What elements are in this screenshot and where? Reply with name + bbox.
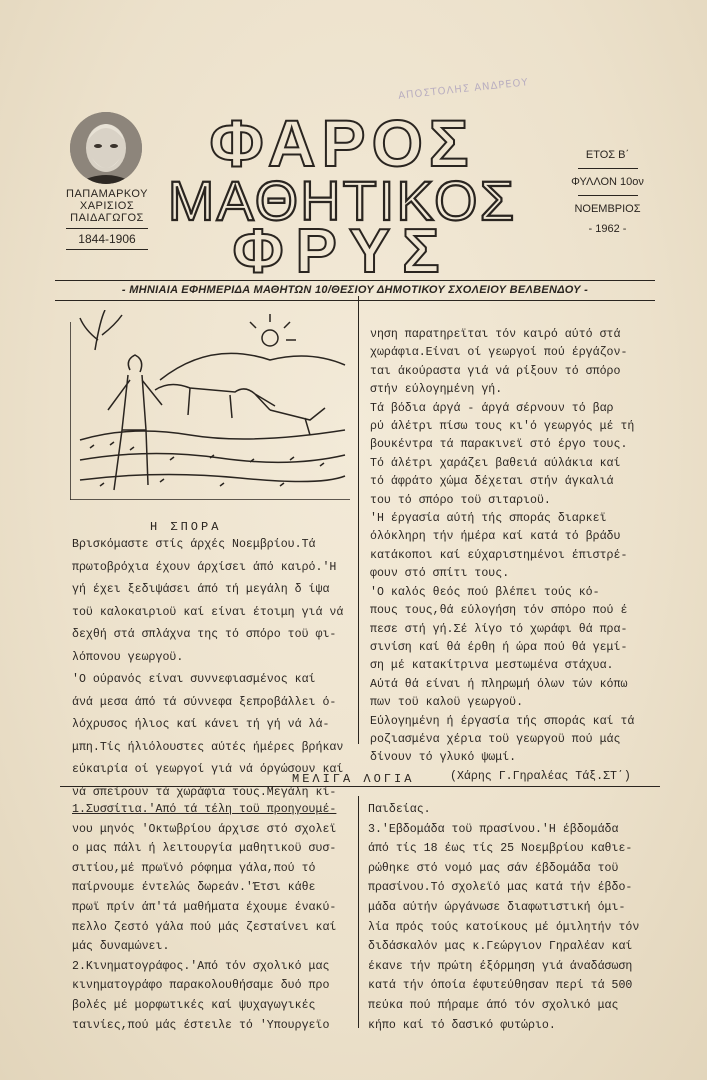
- text-line: 'Ο ούρανός είναι συννεφιασμένος καί: [72, 673, 316, 686]
- text-line: μάδα αύτήν ώργάνωσε διαφωτιστική όμι-: [368, 900, 626, 914]
- text-line: κήπο καί τό δασικό φυτώριο.: [368, 1018, 556, 1032]
- text-line: 'Η έργασία αύτή τής σποράς διαρκεϊ: [370, 512, 607, 526]
- edition-year: ΕΤΟΣ Β΄: [585, 149, 630, 161]
- edition-issue: ΦΥΛΛΟΝ 10ον: [571, 176, 644, 188]
- owner-stamp: ΑΠΟΣΤΟΛΗΣ ΑΝΔΡΕΟΥ: [397, 77, 530, 102]
- sowing-illustration: [70, 310, 350, 500]
- founder-title: ΠΑΙΔΑΓΩΓΟΣ: [70, 212, 144, 224]
- text-line: Βρισκόμαστε στίς άρχές Νοεμβρίου.Τά: [72, 538, 316, 551]
- text-line: όλόκληρη τήν ήμέρα καί κατά τό βράδυ: [370, 530, 621, 544]
- text-line: διδάσκαλόν μας κ.Γεώργιον Γηραλέαν καί: [368, 940, 633, 954]
- text-line: ται άκούραστα γιά νά ρίξουν τό σπόρο: [370, 364, 621, 378]
- text-line: στήν εύλογημένη γή.: [370, 383, 503, 397]
- text-line: ο μας πάλι ή λειτουργία μαθητικοϋ συσ-: [72, 842, 337, 856]
- text-line: 'Ο καλός θεός πού βλέπει τούς κό-: [370, 585, 600, 599]
- founder-name-1: ΠΑΠΑΜΑΡΚΟΥ: [66, 188, 148, 200]
- founder-caption: [62, 188, 152, 250]
- text-line: ση μέ κατακίτρινα μεστωμένα στάχυα.: [370, 659, 614, 673]
- edition-month: ΝΟΕΜΒΡΙΟΣ: [574, 203, 641, 215]
- text-line: εύκαιρία οί γεωργοί γιά νά όργώσουν καί: [72, 763, 344, 776]
- text-line: 1.Συσσίτια.'Από τά τέλη τοϋ προηγουμέ-: [72, 803, 337, 816]
- article-title-sowing: Η ΣΠΟΡΑ: [150, 520, 222, 534]
- text-line: ρύ άλέτρι πίσω τους κι'ό γεωργός μέ τή: [370, 420, 635, 434]
- text-line: παίρνουμε έντελώς δωρεάν.'Έτσι κάθε: [72, 881, 316, 895]
- text-line: γή έχει ξεδιψάσει άπό τή μεγάλη δ ίψα: [72, 583, 330, 596]
- text-line: 3.'Εβδομάδα τοϋ πρασίνου.'Η έβδομάδα: [368, 822, 619, 836]
- text-line: μπη.Τίς ήλιόλουστες αύτές ήμέρες βρήκαν: [72, 740, 344, 754]
- text-line: πων τοϋ καλοϋ γεωργοϋ.: [370, 696, 524, 710]
- text-line: σιτίου,μέ πρωϊνό ρόφημα γάλα,πού τό: [72, 861, 316, 875]
- text-line: πελλο ζεστό γάλα πού μάς ζεσταίνει καί: [72, 920, 337, 934]
- founder-name-2: ΧΑΡΙΣΙΟΣ: [79, 200, 135, 212]
- text-line: πεσε στή γή.Σέ λίγο τό χωράφι θά πρα-: [370, 622, 628, 636]
- text-line: πρασίνου.Τό σχολεϊό μας κατά τήν έβδο-: [368, 881, 633, 895]
- masthead-bottom: ΦΡΥΣ: [232, 217, 452, 278]
- text-line: τοϋ καλοκαιριοϋ καί είναι έτοιμη γιά νά: [72, 605, 344, 619]
- text-line: κινηματογράφο παρακολουθήσαμε δυό προ: [72, 979, 330, 993]
- edition-info: [560, 148, 655, 242]
- text-line: λόπονου γεωργοϋ.: [72, 650, 184, 664]
- text-line: πρωϊ πρίν άπ'τά μαθήματα έχουμε ένακύ-: [72, 900, 337, 914]
- text-line: ροζιασμένα χέρια τοϋ γεωργοϋ πού μάς: [370, 732, 621, 746]
- text-line: έκανε τήν πρώτη έξόρμηση γιά άναδάσωση: [368, 959, 633, 973]
- text-line: πεύκα πού πήραμε άπό τόν σχολικό μας: [368, 998, 619, 1012]
- text-line: 2.Κινηματογράφος.'Από τόν σχολικό μας: [72, 959, 330, 973]
- text-line: Παιδείας.: [368, 803, 431, 816]
- text-line: τό άφράτο χώμα δέχεται στήν άγκαλιά: [370, 475, 614, 489]
- text-line: Αύτά θά είναι ή πληρωμή όλων τών κόπω: [370, 677, 628, 691]
- founder-years: 1844-1906: [78, 232, 136, 246]
- newspaper-subtitle: - ΜΗΝΙΑΙΑ ΕΦΗΜΕΡΙΔΑ ΜΑΘΗΤΩΝ 10/ΘΕΣΙΟΥ ΔΗΜΟΤΙΚΟΥ ΣΧΟΛΕΙΟΥ ΒΕΛΒΕΝΔΟΥ -: [55, 284, 655, 301]
- article2-right-column: [368, 800, 639, 1035]
- text-line: Τό άλέτρι χαράζει βαθειά αύλάκια καί: [370, 456, 621, 470]
- article1-left-column: [72, 534, 343, 804]
- text-line: λία πρός τούς κατοίκους μέ όμιλητήν τόν: [368, 920, 640, 934]
- masthead-middle: ΜΑΘΗΤΙΚΟΣ: [167, 169, 517, 232]
- text-line: βολές μέ μορφωτικές καί ψυχαγωγικές: [72, 998, 316, 1012]
- text-line: λόχρυσος ήλιος καί κάνει τή γή νά λά-: [72, 718, 330, 731]
- text-line: Τά βόδια άργά - άργά σέρνουν τό βαρ: [370, 401, 614, 415]
- text-line: βουκέντρα τά παρακινεϊ στό έργο τους.: [370, 438, 628, 452]
- text-line: νου μηνός 'Οκτωβρίου άρχισε στό σχολεϊ: [72, 822, 337, 836]
- article1-signature: (Χάρης Γ.Γηραλέας Τάξ.ΣΤ΄): [450, 769, 631, 783]
- text-line: δεχθή στά σπλάχνα της τό σπόρο τοϋ φι-: [72, 628, 337, 641]
- text-line: νά σπείρουν τά χωράφια τους.Μεγάλη κί-: [72, 785, 337, 799]
- text-line: πρωτοβρόχια έχουν άρχίσει άπό καιρό.'Η: [72, 560, 337, 574]
- masthead-logo: [150, 108, 535, 278]
- text-line: νηση παρατηρεϊται τόν καιρό αύτό στά: [370, 328, 621, 341]
- text-line: σινίση καί θά έρθη ή ώρα πού θά γεμί-: [370, 640, 628, 654]
- text-line: κατά τήν όποία έφυτεύθησαν περί τά 500: [368, 979, 633, 993]
- text-line: άνά μεσα άπό τά σύννεφα ξεπροβάλλει ό-: [72, 695, 337, 709]
- edition-date: - 1962 -: [588, 223, 627, 235]
- masthead-top: ΦΑΡΟΣ: [209, 108, 475, 180]
- article1-right-column: [370, 326, 634, 786]
- text-line: δίνουν τό γλυκό ψωμί.: [370, 751, 517, 765]
- text-line: χωράφια.Είναι οί γεωργοί πού έργάζον-: [370, 346, 628, 360]
- text-line: του τό σπόρο τοϋ σιταριοϋ.: [370, 493, 551, 507]
- article2-left-column: [72, 800, 336, 1035]
- text-line: μάς δυναμώνει.: [72, 940, 170, 954]
- text-line: Εύλογημένη ή έργασία τής σποράς καί τά: [370, 714, 635, 728]
- text-line: ταινίες,πού μάς έστειλε τό 'Υπουργεϊο: [72, 1018, 330, 1032]
- text-line: κατάκοποι καί εύχαριστημένοι έπιστρέ-: [370, 548, 628, 562]
- text-line: ρώθηκε στό νομό μας σάν έβδομάδα τοϋ: [368, 861, 619, 875]
- founder-portrait: [70, 112, 142, 184]
- text-line: άπό τίς 18 έως τίς 25 Νοεμβρίου καθιε-: [368, 842, 633, 856]
- text-line: φουν στό σπίτι τους.: [370, 567, 510, 581]
- text-line: πους τους,θά εύλογήση τόν σπόρο πού έ: [370, 604, 628, 618]
- article-title-news: ΜΕΛΙΓΑ ΛΟΓΙΑ: [292, 772, 415, 786]
